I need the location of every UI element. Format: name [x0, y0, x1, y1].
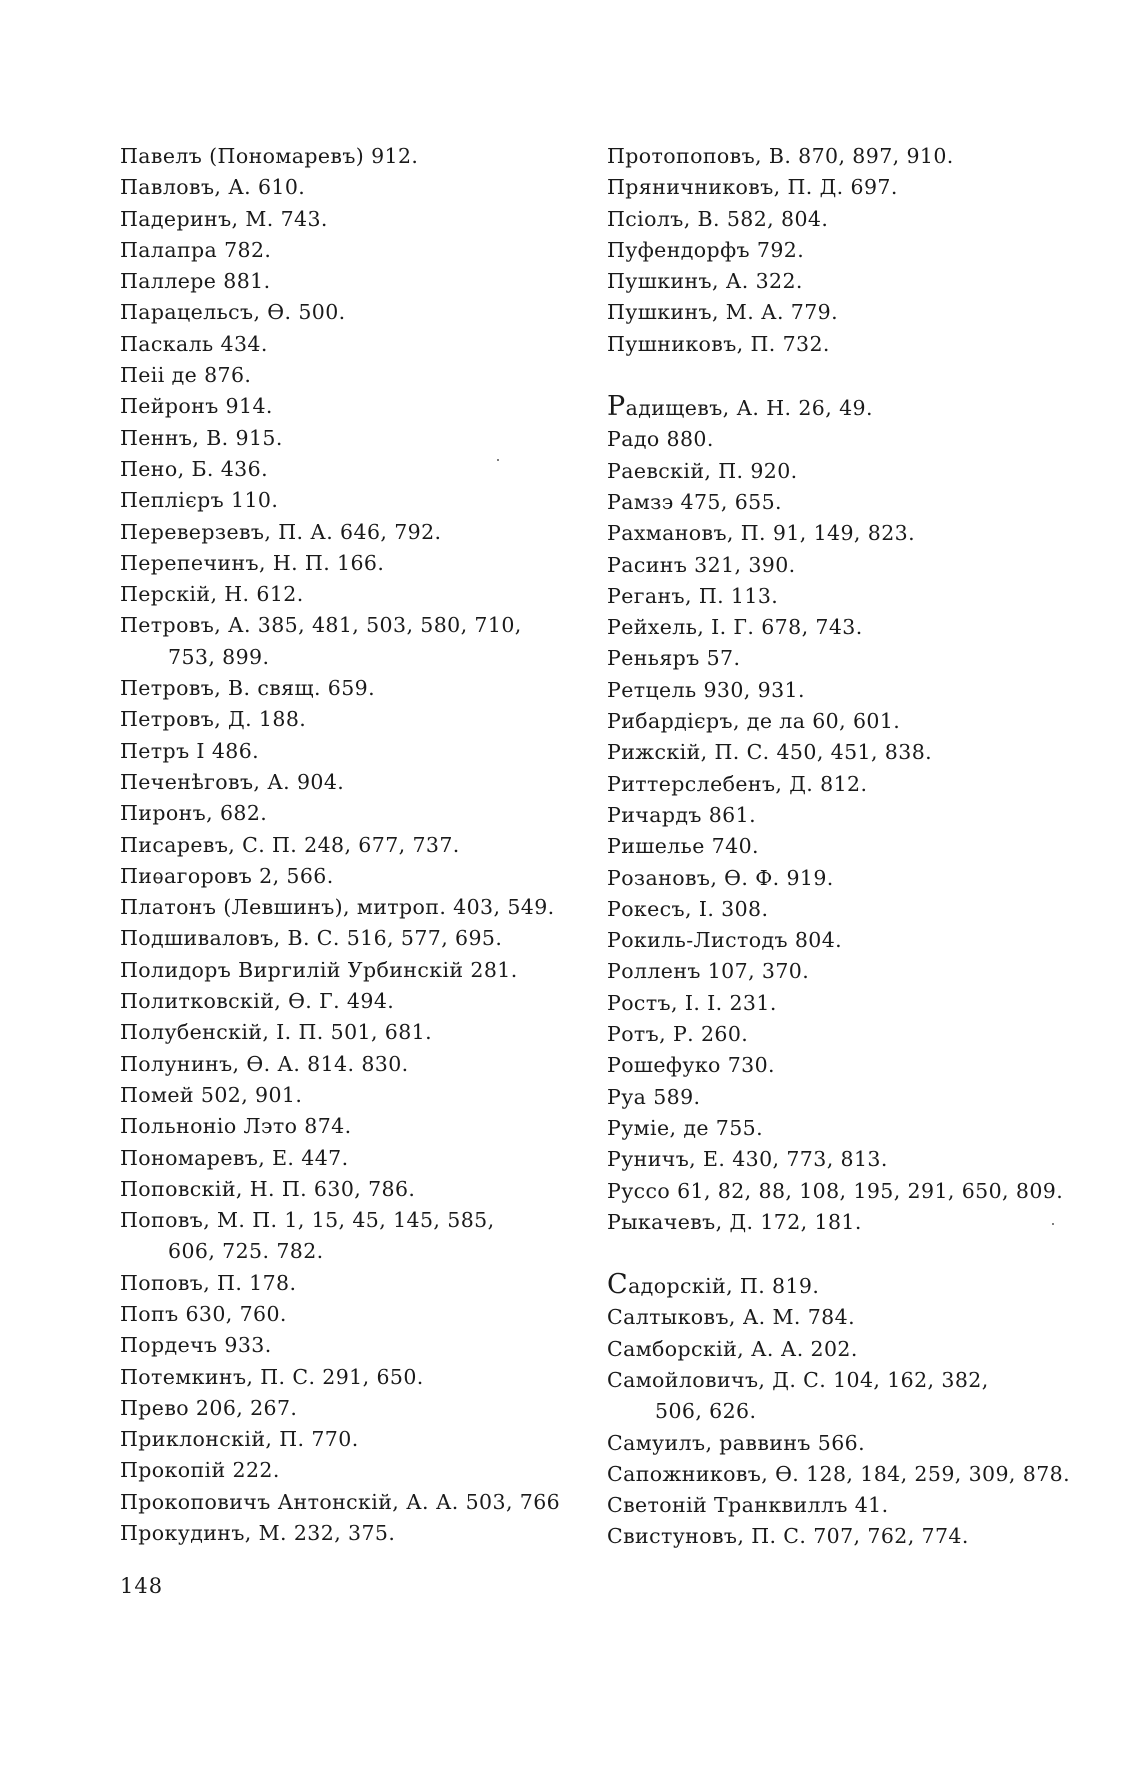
- index-entry-text: Паллере 881.: [120, 269, 271, 294]
- index-entry: [120, 673, 590, 704]
- print-speck: [497, 459, 499, 461]
- index-entry: [607, 1302, 1077, 1333]
- index-entry: [120, 1518, 590, 1549]
- index-entry-text: Политковскій, Ѳ. Г. 494.: [120, 989, 395, 1014]
- index-entry-text: Рокиль-Листодъ 804.: [607, 928, 843, 953]
- index-entry: [607, 956, 1077, 987]
- index-entry: [607, 329, 1077, 360]
- index-entry-text: Падеринъ, М. 743.: [120, 206, 328, 231]
- index-entry-text: Розановъ, Ѳ. Ф. 919.: [607, 865, 834, 890]
- index-entry-text: Руничъ, Е. 430, 773, 813.: [607, 1147, 888, 1172]
- index-entry: [607, 1269, 1077, 1302]
- index-entry-text: Реньяръ 57.: [607, 646, 741, 671]
- index-entry-continuation: 506, 626.: [655, 1399, 757, 1424]
- section-initial-letter: Р: [607, 391, 626, 423]
- index-entry-text: Попъ 630, 760.: [120, 1301, 287, 1326]
- index-entry: [120, 1487, 590, 1518]
- index-entry-text: Пеіі де 876.: [120, 363, 252, 388]
- index-entry-text: Румie, де 755.: [607, 1115, 764, 1140]
- index-entry: [607, 1334, 1077, 1365]
- index-entry: [607, 706, 1077, 737]
- index-entry: [607, 1490, 1077, 1521]
- index-entry-text: Перскій, Н. 612.: [120, 582, 304, 607]
- index-entry-text: Рамзэ 475, 655.: [607, 489, 782, 514]
- index-entry: [607, 612, 1077, 643]
- index-column-right: [607, 141, 1077, 1553]
- index-entry-text: Расинъ 321, 390.: [607, 552, 796, 577]
- index-entry-text: Прокопій 222.: [120, 1458, 280, 1483]
- index-entry: [607, 831, 1077, 862]
- index-entry: [607, 1459, 1077, 1490]
- index-entry: [120, 579, 590, 610]
- index-entry: [120, 1455, 590, 1486]
- index-entry: [607, 141, 1077, 172]
- index-column-left: [120, 141, 590, 1549]
- index-entry-text: Поповскій, Н. П. 630, 786.: [120, 1176, 416, 1201]
- index-entry-text: Писаревъ, С. П. 248, 677, 737.: [120, 832, 460, 857]
- index-entry-text: Перепечинъ, Н. П. 166.: [120, 550, 385, 575]
- index-entry-text: Раевскій, П. 920.: [607, 458, 798, 483]
- index-entry: [607, 1521, 1077, 1552]
- page-number: 148: [120, 1574, 164, 1598]
- index-entry: [120, 1080, 590, 1111]
- index-entry: [120, 1049, 590, 1080]
- index-entry: [607, 643, 1077, 674]
- index-entry: [120, 1205, 590, 1268]
- index-entry: [607, 1082, 1077, 1113]
- index-entry: [120, 923, 590, 954]
- index-entry: [120, 986, 590, 1017]
- index-entry-text: Переверзевъ, П. А. 646, 792.: [120, 519, 442, 544]
- index-entry: [120, 235, 590, 266]
- index-entry-text: Самборскій, А. А. 202.: [607, 1336, 858, 1361]
- index-entry-text: Ретцель 930, 931.: [607, 677, 805, 702]
- index-entry: [120, 1393, 590, 1424]
- index-entry: [120, 1330, 590, 1361]
- index-entry: [120, 1017, 590, 1048]
- index-entry: [120, 736, 590, 767]
- section-gap: [607, 1238, 1077, 1269]
- index-entry-text: Приклонскій, П. 770.: [120, 1427, 359, 1452]
- index-entry-text: Протопоповъ, В. 870, 897, 910.: [607, 144, 954, 168]
- index-entry-text: Ротъ, Р. 260.: [607, 1022, 749, 1047]
- index-entry-text: Пономаревъ, Е. 447.: [120, 1145, 349, 1170]
- print-speck: [1052, 1223, 1054, 1225]
- index-entry: [120, 204, 590, 235]
- index-entry: [120, 454, 590, 485]
- index-entry: [607, 235, 1077, 266]
- index-entry-text: Реганъ, П. 113.: [607, 583, 779, 608]
- index-entry: [120, 1299, 590, 1330]
- index-entry-text: Пиронъ, 682.: [120, 801, 268, 826]
- index-entry: [120, 704, 590, 735]
- index-entry: [607, 988, 1077, 1019]
- index-entry-text: Петровъ, Д. 188.: [120, 707, 307, 732]
- index-entry-text: Полунинъ, Ѳ. А. 814. 830.: [120, 1051, 409, 1076]
- index-entry: [120, 517, 590, 548]
- index-entry-text: Светоній Транквиллъ 41.: [607, 1493, 889, 1518]
- index-entry: [120, 360, 590, 391]
- index-entry: [120, 391, 590, 422]
- index-entry: [607, 1019, 1077, 1050]
- index-entry-text: Ролленъ 107, 370.: [607, 959, 810, 984]
- index-entry-text: Ричардъ 861.: [607, 802, 756, 827]
- index-entry-text: Рижскій, П. С. 450, 451, 838.: [607, 740, 933, 765]
- index-entry-text: Рахмановъ, П. 91, 149, 823.: [607, 521, 915, 546]
- index-entry: [607, 172, 1077, 203]
- index-entry-text: Рейхель, I. Г. 678, 743.: [607, 615, 863, 640]
- index-entry-text: Ришелье 740.: [607, 834, 759, 859]
- index-entry: [607, 1050, 1077, 1081]
- index-entry-text: Помей 502, 901.: [120, 1082, 303, 1107]
- index-entry: [120, 548, 590, 579]
- index-entry-text: Пейронъ 914.: [120, 394, 273, 419]
- index-entry: [120, 892, 590, 923]
- index-entry-text: Петръ I 486.: [120, 738, 260, 763]
- index-entry: [120, 329, 590, 360]
- index-entry: [607, 266, 1077, 297]
- index-entry-text: Печенѣговъ, А. 904.: [120, 769, 345, 794]
- index-entry-text: Павелъ (Пономаревъ) 912.: [120, 144, 419, 168]
- index-entry-text: Поповъ, М. П. 1, 15, 45, 145, 585,: [120, 1208, 495, 1233]
- index-entry: [607, 550, 1077, 581]
- index-entry: [607, 863, 1077, 894]
- index-entry-text: Пушниковъ, П. 732.: [607, 331, 830, 356]
- index-entry: [120, 1362, 590, 1393]
- index-entry-text: Пеплієръ 110.: [120, 488, 279, 513]
- index-entry: [607, 1365, 1077, 1428]
- index-entry: [120, 423, 590, 454]
- index-entry-text: Рошефуко 730.: [607, 1053, 775, 1078]
- index-entry: [120, 1424, 590, 1455]
- index-entry-text: Польноніо Лэто 874.: [120, 1114, 352, 1139]
- index-entry: [120, 861, 590, 892]
- index-entry-text: Пуфендорфъ 792.: [607, 237, 805, 262]
- index-entry-text: Самойловичъ, Д. С. 104, 162, 382,: [607, 1367, 989, 1392]
- index-entry: [120, 767, 590, 798]
- section-gap: [607, 360, 1077, 391]
- index-entry-continuation: 606, 725. 782.: [168, 1239, 324, 1264]
- index-entry-text: Рокесъ, I. 308.: [607, 896, 769, 921]
- index-entry-text: Полубенскій, I. П. 501, 681.: [120, 1020, 433, 1045]
- index-entry: [120, 1111, 590, 1142]
- index-entry: [607, 581, 1077, 612]
- index-entry-text: Платонъ (Левшинъ), митроп. 403, 549.: [120, 895, 555, 920]
- index-entry: [607, 925, 1077, 956]
- index-entry-text: Пушкинъ, М. А. 779.: [607, 300, 839, 325]
- index-entry-text: Паскаль 434.: [120, 331, 268, 356]
- index-entry: [607, 1207, 1077, 1238]
- index-entry-text: Потемкинъ, П. С. 291, 650.: [120, 1364, 424, 1389]
- index-entry: [607, 737, 1077, 768]
- index-entry: [607, 456, 1077, 487]
- index-entry-text: Пордечъ 933.: [120, 1333, 272, 1358]
- index-entry-text: Руссо 61, 82, 88, 108, 195, 291, 650, 809.: [607, 1178, 1064, 1203]
- index-entry-text: Рибардієръ, де ла 60, 601.: [607, 709, 901, 734]
- index-entry: [120, 297, 590, 328]
- index-entry: [607, 487, 1077, 518]
- index-entry: [120, 141, 590, 172]
- index-entry: [607, 1113, 1077, 1144]
- index-entry-text: Подшиваловъ, В. С. 516, 577, 695.: [120, 926, 503, 951]
- index-entry-text: адорскій, П. 819.: [628, 1274, 820, 1299]
- index-entry-text: Свистуновъ, П. С. 707, 762, 774.: [607, 1524, 969, 1549]
- index-entry-text: Радо 880.: [607, 427, 714, 452]
- index-entry-text: Пушкинъ, А. 322.: [607, 269, 803, 294]
- index-entry: [120, 955, 590, 986]
- index-entry: [120, 1268, 590, 1299]
- index-entry-text: Псіолъ, В. 582, 804.: [607, 206, 829, 231]
- index-entry-text: Пеннъ, В. 915.: [120, 425, 283, 450]
- index-entry: [120, 1174, 590, 1205]
- index-entry-text: Петровъ, В. свящ. 659.: [120, 676, 376, 701]
- index-entry: [607, 424, 1077, 455]
- index-entry: [607, 894, 1077, 925]
- index-entry: [120, 266, 590, 297]
- section-initial-letter: С: [607, 1269, 629, 1301]
- index-entry-text: Риттерслебенъ, Д. 812.: [607, 771, 868, 796]
- index-entry: [607, 297, 1077, 328]
- index-entry: [120, 485, 590, 516]
- index-entry: [607, 518, 1077, 549]
- index-entry: [607, 1428, 1077, 1459]
- index-entry-text: адищевъ, А. Н. 26, 49.: [625, 396, 873, 421]
- index-entry: [607, 1144, 1077, 1175]
- index-entry-text: Прево 206, 267.: [120, 1395, 298, 1420]
- index-entry-text: Пено, Б. 436.: [120, 456, 268, 481]
- index-entry-text: Самуилъ, раввинъ 566.: [607, 1430, 866, 1455]
- index-entry: [607, 675, 1077, 706]
- index-entry-text: Рыкачевъ, Д. 172, 181.: [607, 1209, 862, 1234]
- index-entry-text: Прокудинъ, М. 232, 375.: [120, 1521, 396, 1546]
- index-entry-text: Ростъ, I. I. 231.: [607, 990, 777, 1015]
- index-entry: [607, 800, 1077, 831]
- index-entry-text: Полидоръ Виргилій Урбинскій 281.: [120, 957, 518, 982]
- index-entry-text: Руа 589.: [607, 1084, 701, 1109]
- index-entry-text: Поповъ, П. 178.: [120, 1270, 297, 1295]
- index-entry-continuation: 753, 899.: [168, 644, 270, 669]
- index-entry: [120, 1143, 590, 1174]
- index-entry: [607, 1176, 1077, 1207]
- index-entry-text: Петровъ, А. 385, 481, 503, 580, 710,: [120, 613, 522, 638]
- index-entry: [607, 769, 1077, 800]
- index-entry: [120, 610, 590, 673]
- index-entry-text: Парацельсъ, Ѳ. 500.: [120, 300, 346, 325]
- index-entry: [607, 204, 1077, 235]
- index-entry-text: Пряничниковъ, П. Д. 697.: [607, 175, 898, 200]
- index-entry: [120, 830, 590, 861]
- index-entry-text: Салтыковъ, А. М. 784.: [607, 1305, 855, 1330]
- index-entry-text: Палапра 782.: [120, 237, 272, 262]
- index-entry: [120, 798, 590, 829]
- index-entry-text: Сапожниковъ, Ѳ. 128, 184, 259, 309, 878.: [607, 1461, 1070, 1486]
- index-entry-text: Прокоповичъ Антонскій, А. А. 503, 766: [120, 1489, 561, 1514]
- index-entry: [607, 391, 1077, 424]
- index-entry: [120, 172, 590, 203]
- index-entry-text: Павловъ, А. 610.: [120, 175, 306, 200]
- index-entry-text: Пиѳагоровъ 2, 566.: [120, 863, 334, 888]
